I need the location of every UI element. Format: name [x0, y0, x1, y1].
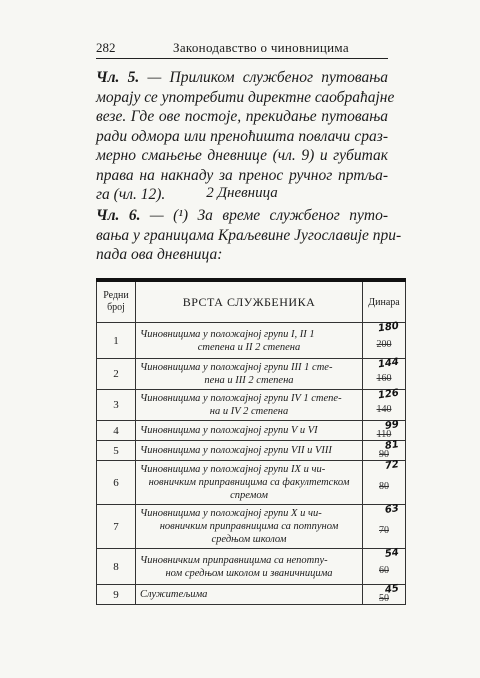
- row-category: [136, 505, 363, 549]
- struck-old-amount: 70: [379, 525, 389, 536]
- row-category: [136, 585, 363, 605]
- handwritten-new-amount: 72: [384, 459, 400, 472]
- article-5-line: права на накнаду за пренос ручног пртља-: [96, 166, 388, 184]
- row-number: 1: [97, 323, 136, 359]
- category-line-1: Чиновницима у положајној групи X и чи-: [140, 508, 322, 519]
- article-5-line: везе. Где ове постоје, прекидање путовања: [96, 108, 388, 125]
- row-category: [136, 461, 363, 505]
- table-row: [97, 549, 406, 585]
- row-amount: [363, 387, 406, 421]
- category-line-1: Служитељима: [140, 589, 208, 600]
- row-category: [136, 390, 363, 421]
- struck-old-amount: 90: [379, 449, 389, 460]
- article-5-line: морају се употребити директне саобраћајне: [96, 88, 395, 106]
- row-number: 3: [97, 390, 136, 421]
- table-row: [97, 441, 406, 461]
- category-line-1: Чиновницима у положајној групи III 1 сте-: [140, 362, 333, 373]
- column-header-category: ВРСТА СЛУЖБЕНИКА: [136, 280, 363, 323]
- row-amount: [363, 505, 406, 549]
- category-line-2: степена и II 2 степена: [197, 341, 301, 353]
- table-row: [97, 461, 406, 505]
- table-row: [97, 421, 406, 441]
- row-number: 4: [97, 421, 136, 441]
- row-amount: [363, 421, 406, 441]
- article-6-label: Чл. 6.: [96, 207, 141, 224]
- handwritten-new-amount: 54: [384, 547, 400, 560]
- article-6-paragraph: [96, 206, 402, 265]
- article-6-line: — (¹) За време службеног путо-: [140, 207, 388, 224]
- handwritten-new-amount: 81: [384, 439, 400, 452]
- category-line-1: Чиновницима у положајној групи I, II 1: [140, 328, 315, 340]
- category-line-2: новничким приправницима са факултетском спремом: [148, 477, 350, 501]
- row-category: [136, 421, 363, 441]
- handwritten-new-amount: 180: [377, 320, 400, 335]
- table-row: [97, 323, 406, 359]
- row-number: 5: [97, 441, 136, 461]
- article-6-line: вања у границама Краљевине Југославије при-: [96, 226, 402, 244]
- struck-old-amount: 80: [379, 481, 389, 492]
- column-header-number: Редни број: [97, 280, 136, 323]
- row-number: 2: [97, 359, 136, 390]
- category-line-2: новничким приправницима са потпуном средњом школом: [159, 521, 339, 545]
- article-5-label: Чл. 5.: [96, 69, 140, 86]
- row-number: 6: [97, 461, 136, 505]
- column-header-amount: Динара: [363, 280, 406, 323]
- category-line-2: ном средњом школом и званичницима: [165, 567, 333, 579]
- section-title: 2 Дневница: [206, 185, 278, 201]
- handwritten-new-amount: 63: [384, 503, 400, 516]
- row-category: [136, 359, 363, 390]
- running-title: Законодавство о чиновницима: [173, 40, 349, 55]
- article-5-line: мерно смањење дневнице (чл. 9) и губитак: [96, 147, 388, 164]
- category-line-1: Чиновницима у положајној групи IV 1 степе-: [140, 393, 342, 404]
- struck-old-amount: 140: [376, 403, 392, 415]
- category-line-1: Чиновницима у положајној групи IX и чи-: [140, 464, 326, 475]
- row-amount: [363, 461, 406, 505]
- article-5-line: ради одмора или преноћишта повлачи сраз-: [96, 127, 388, 145]
- per-diem-table: [96, 278, 406, 605]
- struck-old-amount: 50: [379, 593, 389, 604]
- page-header: [96, 40, 388, 59]
- row-category: [136, 323, 363, 359]
- table-row: [97, 585, 406, 605]
- page-number: 282: [96, 40, 116, 55]
- row-number: 8: [97, 549, 136, 585]
- row-amount: [363, 356, 406, 390]
- article-5-line: — Приликом службеног путовања: [139, 69, 388, 86]
- table-row: [97, 505, 406, 549]
- struck-old-amount: 110: [376, 429, 392, 440]
- article-6-line: пада ова дневница:: [96, 246, 223, 263]
- handwritten-new-amount: 45: [384, 583, 400, 596]
- category-line-2: пена и III 2 степена: [204, 375, 294, 386]
- category-line-1: Чиновницима у положајној групи V и VI: [140, 425, 318, 436]
- row-amount: [363, 441, 406, 461]
- row-amount: [363, 585, 406, 605]
- table-row: [97, 359, 406, 390]
- handwritten-new-amount: 99: [384, 419, 400, 432]
- row-category: [136, 441, 363, 461]
- article-5-line: га (чл. 12).: [96, 186, 166, 203]
- table-body: [97, 320, 406, 605]
- row-amount: [363, 549, 406, 585]
- category-line-2: на и IV 2 степена: [209, 406, 289, 417]
- category-line-1: Чиновничким приправницима са непотпу-: [140, 554, 328, 566]
- table-row: [97, 390, 406, 421]
- row-number: 9: [97, 585, 136, 605]
- struck-old-amount: 60: [379, 565, 389, 576]
- table-header-row: [97, 280, 406, 323]
- handwritten-new-amount: 144: [377, 356, 400, 371]
- category-line-1: Чиновницима у положајној групи VII и VIII: [140, 445, 332, 456]
- struck-old-amount: 160: [376, 372, 392, 384]
- struck-old-amount: 200: [376, 339, 392, 350]
- row-category: [136, 549, 363, 585]
- row-number: 7: [97, 505, 136, 549]
- handwritten-new-amount: 126: [377, 387, 400, 402]
- row-amount: [363, 320, 406, 359]
